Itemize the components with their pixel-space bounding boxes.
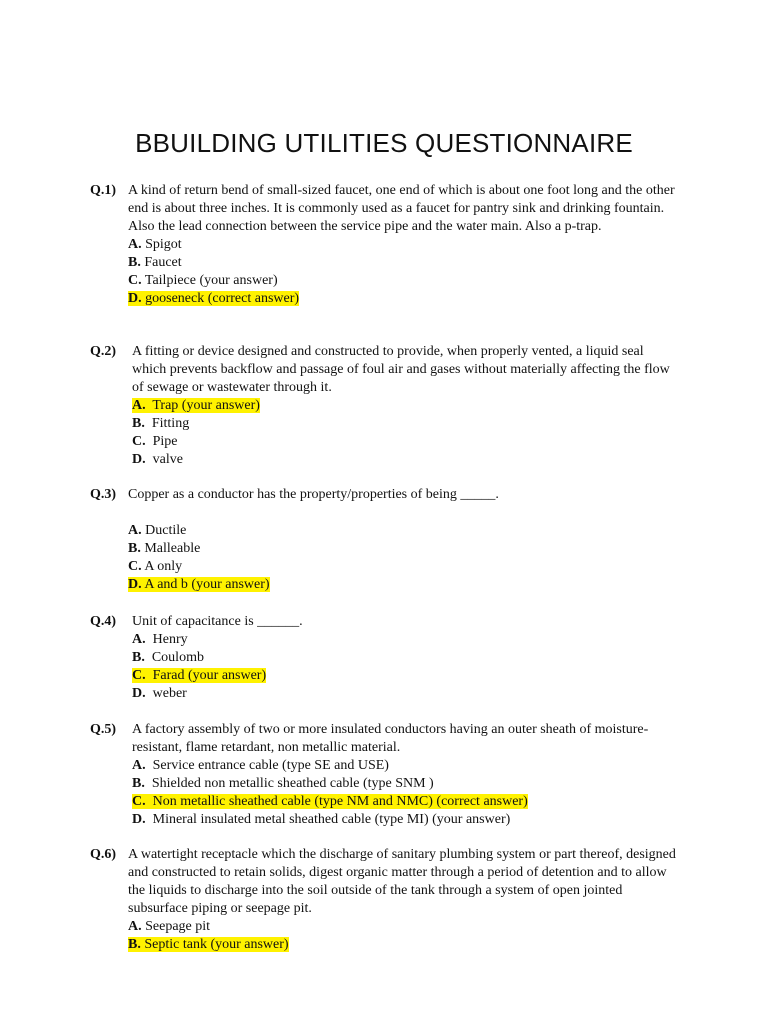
option-list bbox=[128, 236, 680, 308]
option-c: C. Pipe bbox=[132, 434, 178, 449]
highlight: D. gooseneck (correct answer) bbox=[128, 291, 300, 306]
option-d: D. valve bbox=[132, 452, 183, 467]
highlight: C. Farad (your answer) bbox=[132, 668, 267, 683]
highlight: B. Septic tank (your answer) bbox=[128, 937, 289, 952]
highlight: A. Trap (your answer) bbox=[132, 398, 260, 413]
option-list bbox=[132, 757, 680, 829]
option-list bbox=[128, 918, 680, 954]
question-text: Copper as a conductor has the property/properties of being _____. bbox=[128, 487, 499, 502]
question-5 bbox=[90, 721, 680, 829]
option-b bbox=[128, 936, 680, 954]
option-d bbox=[128, 576, 680, 594]
option-a: A. Henry bbox=[132, 632, 188, 647]
option-c: C. A only bbox=[128, 559, 183, 574]
option-a bbox=[132, 397, 680, 415]
question-number: Q.4) bbox=[90, 614, 117, 629]
page-title: BBUILDING UTILITIES QUESTIONNAIRE bbox=[135, 128, 633, 158]
question-number: Q.3) bbox=[90, 487, 117, 502]
highlight: D. A and b (your answer) bbox=[128, 577, 270, 592]
option-c bbox=[132, 793, 680, 811]
option-d: D. weber bbox=[132, 686, 187, 701]
question-text: A factory assembly of two or more insulated conductors having an outer sheath of moisture-resistant, flame retardant, non metallic material. bbox=[132, 722, 649, 755]
option-list bbox=[132, 397, 680, 469]
question-number: Q.6) bbox=[90, 847, 117, 862]
question-number: Q.5) bbox=[90, 722, 117, 737]
option-a: A. Ductile bbox=[128, 523, 187, 538]
question-text: A watertight receptacle which the discharge of sanitary plumbing system or part thereof, designed and constructed to retain solids, digest organic matter through a period of detention and to allow the liquids to discharge into the soil outside of the tank through a system of open jointed subsurface piping or seepage pit. bbox=[128, 847, 676, 916]
question-text: Unit of capacitance is ______. bbox=[132, 614, 303, 629]
option-d: D. Mineral insulated metal sheathed cable (type MI) (your answer) bbox=[132, 812, 511, 827]
question-2 bbox=[90, 343, 680, 469]
option-b: B. Malleable bbox=[128, 541, 201, 556]
question-3 bbox=[90, 486, 680, 594]
question-1 bbox=[90, 182, 680, 308]
option-c: C. Tailpiece (your answer) bbox=[128, 273, 278, 288]
option-b: B. Shielded non metallic sheathed cable (type SNM ) bbox=[132, 776, 434, 791]
option-c bbox=[132, 667, 680, 685]
question-text: A kind of return bend of small-sized faucet, one end of which is about one foot long and the other end is about three inches. It is commonly used as a faucet for pantry sink and drinking fountain. Also the lead connection between the service pipe and the water main. Also a p-trap. bbox=[128, 183, 675, 234]
question-4 bbox=[90, 613, 680, 703]
option-b: B. Coulomb bbox=[132, 650, 204, 665]
question-number: Q.1) bbox=[90, 183, 117, 198]
option-list bbox=[132, 631, 680, 703]
option-a: A. Spigot bbox=[128, 237, 182, 252]
option-d bbox=[128, 290, 680, 308]
highlight: C. Non metallic sheathed cable (type NM and NMC) (correct answer) bbox=[132, 794, 528, 809]
question-text: A fitting or device designed and constructed to provide, when properly vented, a liquid seal which prevents backflow and passage of foul air and gases without materially affecting the flow of sewage or wastewater through it. bbox=[132, 344, 670, 395]
option-b: B. Faucet bbox=[128, 255, 182, 270]
option-list bbox=[128, 522, 680, 594]
question-6 bbox=[90, 846, 680, 954]
option-b: B. Fitting bbox=[132, 416, 190, 431]
option-a: A. Service entrance cable (type SE and USE) bbox=[132, 758, 389, 773]
option-a: A. Seepage pit bbox=[128, 919, 211, 934]
question-number: Q.2) bbox=[90, 344, 117, 359]
